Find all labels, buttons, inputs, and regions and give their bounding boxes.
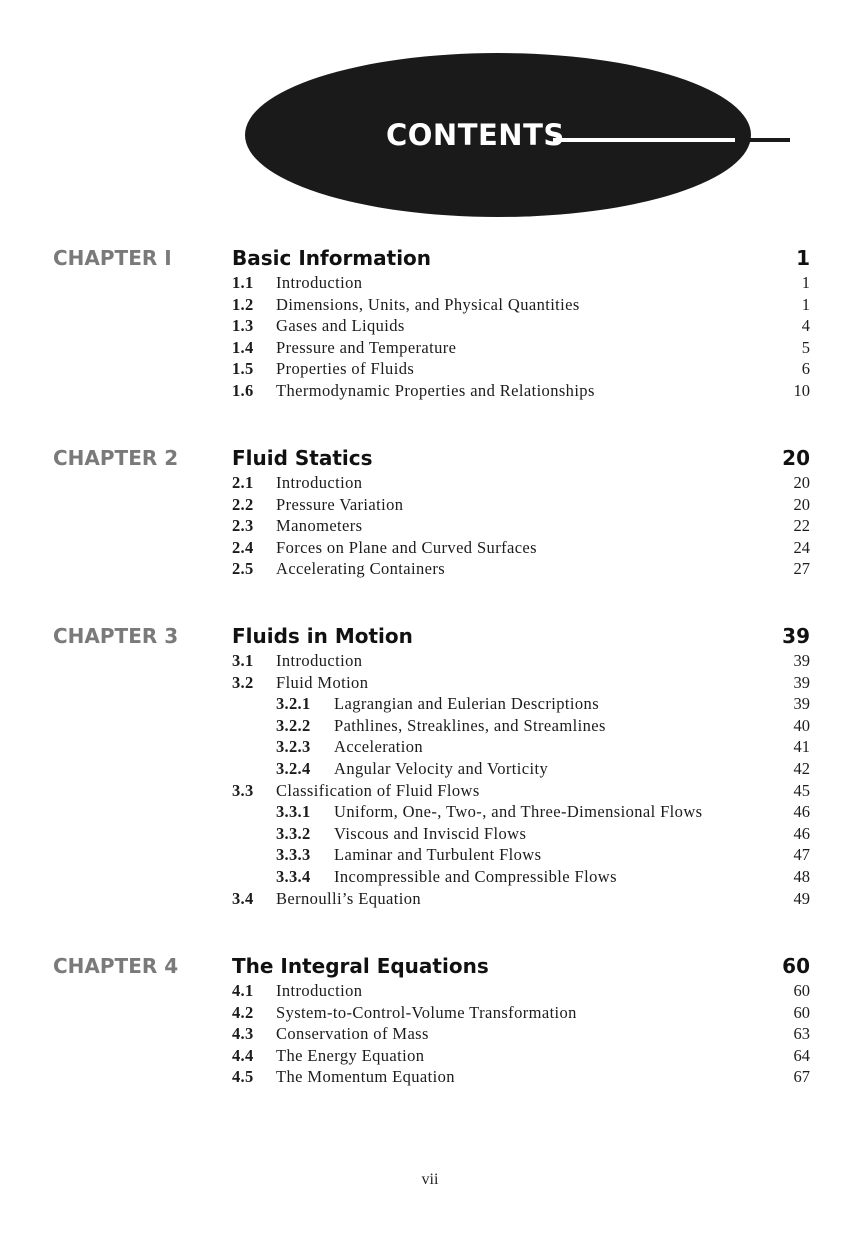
toc-entry[interactable] [0,337,860,359]
section-page: 4 [801,316,810,336]
section-title: System-to-Control-Volume Transformation [276,1002,577,1022]
section-title: Fluid Motion [276,672,369,692]
chapter-page-number: 60 [782,954,810,978]
section-page: 64 [793,1045,810,1065]
toc-entry[interactable] [0,472,860,494]
section-title: Forces on Plane and Curved Surfaces [276,537,537,557]
toc-subentry[interactable] [0,823,860,845]
chapter-label: CHAPTER 3 [53,624,179,648]
section-number: 1.4 [232,337,254,357]
section-title: The Momentum Equation [276,1067,455,1087]
section-number: 1.2 [232,294,254,314]
section-page: 24 [793,537,810,557]
toc-entry[interactable] [0,1023,860,1045]
section-title: Introduction [276,981,363,1000]
section-number: 3.4 [232,888,254,908]
chapter-title[interactable]: Fluid Statics [232,446,373,470]
section-title: Bernoulli’s Equation [276,888,422,908]
section-title: The Energy Equation [276,1045,425,1065]
section-title: Properties of Fluids [276,359,415,379]
subsection-page: 39 [793,694,810,714]
toc-entry[interactable] [0,294,860,316]
toc-entry[interactable] [0,672,860,694]
chapter-title[interactable]: Basic Information [232,246,432,270]
subsection-title: Incompressible and Compressible Flows [334,866,617,886]
toc-subentry[interactable] [0,758,860,780]
subsection-title: Laminar and Turbulent Flows [334,845,542,865]
section-page: 27 [793,559,810,579]
toc-entry[interactable] [0,780,860,802]
section-page: 49 [793,888,810,908]
chapter-page-number: 20 [782,446,810,470]
section-page: 10 [793,380,810,400]
subsection-number: 3.3.2 [276,823,311,843]
section-number: 4.4 [232,1045,254,1065]
subsection-number: 3.3.3 [276,845,311,865]
section-page: 67 [793,1067,810,1087]
section-number: 2.1 [232,473,254,492]
subsection-title: Acceleration [334,737,424,757]
subsection-number: 3.2.3 [276,737,311,757]
section-number: 2.5 [232,559,254,579]
toc-subentry[interactable] [0,866,860,888]
header-rule-dark [735,138,790,142]
section-title: Manometers [276,516,363,536]
section-page: 60 [793,981,810,1000]
toc-entry[interactable] [0,380,860,402]
toc-entry[interactable] [0,980,860,1002]
subsection-number: 3.2.2 [276,715,311,735]
section-page: 20 [793,494,810,514]
page-title: CONTENTS [386,118,565,152]
toc-entry[interactable] [0,1066,860,1088]
toc-subentry[interactable] [0,715,860,737]
section-list [0,272,860,402]
subsection-number: 3.2.1 [276,694,311,714]
toc-entry[interactable] [0,888,860,910]
section-page: 6 [801,359,810,379]
subsection-page: 40 [793,715,810,735]
chapter-label: CHAPTER I [53,246,172,270]
toc-subentry[interactable] [0,736,860,758]
subsection-title: Lagrangian and Eulerian Descriptions [334,694,600,714]
subsection-title: Pathlines, Streaklines, and Streamlines [334,715,606,735]
section-number: 3.1 [232,651,254,670]
section-number: 3.2 [232,672,254,692]
section-title: Introduction [276,273,363,292]
chapter-page-number: 1 [796,246,810,270]
section-title: Pressure and Temperature [276,337,457,357]
subsection-number: 3.2.4 [276,758,311,778]
section-number: 1.6 [232,380,254,400]
toc-entry[interactable] [0,650,860,672]
section-number: 2.3 [232,516,254,536]
subsection-title: Angular Velocity and Vorticity [334,758,549,778]
toc-entry[interactable] [0,315,860,337]
page-folio: vii [421,1171,439,1188]
toc-entry[interactable] [0,1002,860,1024]
section-title: Introduction [276,651,363,670]
chapter-title[interactable]: Fluids in Motion [232,624,413,648]
section-number: 2.2 [232,494,254,514]
toc-entry[interactable] [0,272,860,294]
section-number: 1.1 [232,273,254,292]
toc-entry[interactable] [0,537,860,559]
section-title: Introduction [276,473,363,492]
section-page: 1 [801,294,810,314]
toc-entry[interactable] [0,358,860,380]
subsection-page: 46 [793,823,810,843]
header-rule-white [553,138,751,142]
toc-subentry[interactable] [0,844,860,866]
section-list [0,650,860,909]
section-page: 39 [793,651,810,670]
toc-subentry[interactable] [0,693,860,715]
subsection-number: 3.3.1 [276,802,311,822]
section-number: 2.4 [232,537,254,557]
section-title: Dimensions, Units, and Physical Quantities [276,294,580,314]
section-page: 45 [793,780,810,800]
section-page: 5 [801,337,810,357]
subsection-page: 42 [793,758,810,778]
section-list [0,980,860,1088]
section-number: 1.3 [232,316,254,336]
section-page: 1 [801,273,810,292]
subsection-title: Viscous and Inviscid Flows [334,823,527,843]
chapter-label: CHAPTER 2 [53,446,179,470]
subsection-page: 41 [793,737,810,757]
toc-subentry[interactable] [0,801,860,823]
section-list [0,472,860,580]
chapter-label: CHAPTER 4 [53,954,179,978]
toc-entry[interactable] [0,558,860,580]
section-number: 1.5 [232,359,254,379]
section-title: Gases and Liquids [276,316,405,336]
section-title: Accelerating Containers [276,559,446,579]
chapter-page-number: 39 [782,624,810,648]
section-page: 39 [793,672,810,692]
subsection-page: 48 [793,866,810,886]
section-page: 22 [793,516,810,536]
section-title: Thermodynamic Properties and Relationships [276,380,595,400]
chapter-title[interactable]: The Integral Equations [232,954,489,978]
section-number: 4.5 [232,1067,254,1087]
toc-entry[interactable] [0,515,860,537]
section-number: 4.2 [232,1002,254,1022]
section-page: 63 [793,1024,810,1044]
subsection-page: 47 [793,845,810,865]
section-title: Conservation of Mass [276,1024,429,1044]
section-number: 3.3 [232,780,254,800]
section-title: Classification of Fluid Flows [276,780,480,800]
subsection-page: 46 [793,802,810,822]
toc-entry[interactable] [0,494,860,516]
subsection-number: 3.3.4 [276,866,311,886]
subsection-title: Uniform, One-, Two-, and Three-Dimensional Flows [334,802,703,822]
section-page: 60 [793,1002,810,1022]
section-number: 4.1 [232,981,254,1000]
toc-entry[interactable] [0,1045,860,1067]
section-page: 20 [793,473,810,492]
section-title: Pressure Variation [276,494,404,514]
section-number: 4.3 [232,1024,254,1044]
